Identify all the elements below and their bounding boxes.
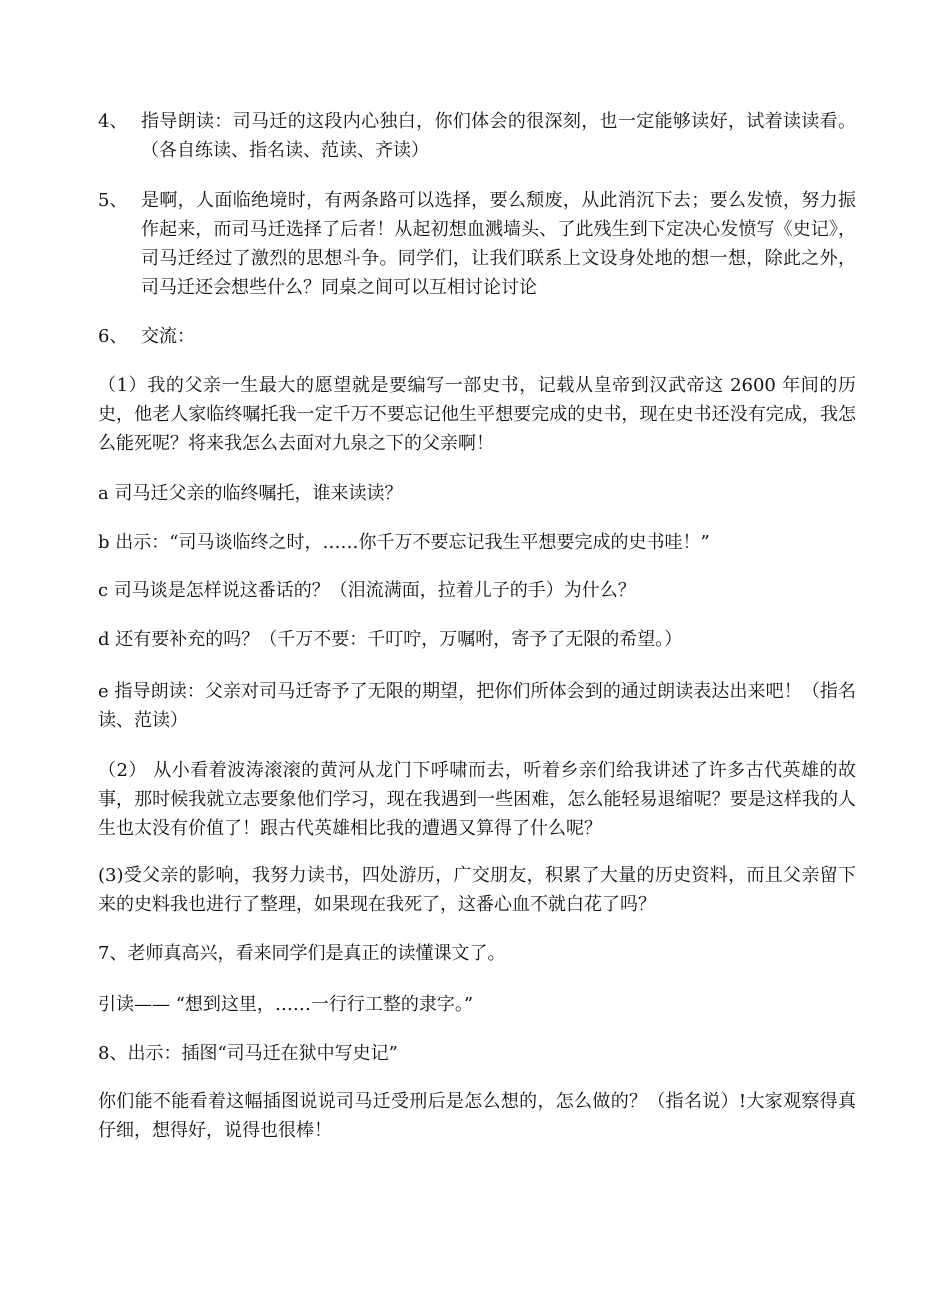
paragraph-3: (3)受父亲的影响，我努力读书，四处游历，广交朋友，积累了大量的历史资料，而且父亲留下来的史料我也进行了整理，如果现在我死了，这番心血不就白花了吗？ — [98, 865, 856, 915]
list-number: 5、 — [98, 190, 128, 211]
paragraph-read-aloud: 引读—— “想到这里，……一行行工整的隶字。” — [98, 994, 474, 1015]
list-number: 6、 — [98, 326, 128, 347]
list-text: 指导朗读：司马迁的这段内心独白，你们体会的很深刻，也一定能够读好，试着读读看。（各自练读、指名读、范读、齐读） — [141, 111, 856, 161]
paragraph-7: 7、老师真高兴，看来同学们是真正的读懂课文了。 — [98, 943, 506, 964]
list-number: 4、 — [98, 111, 128, 132]
paragraph-1: （1）我的父亲一生最大的愿望就是要编写一部史书，记载从皇帝到汉武帝这 2600 年间的历史，他老人家临终嘱托我一定千万不要忘记他生平想要完成的史书，现在史书还没有完成，我怎么能死呢？将来我怎么去面对九泉之下的父亲啊！ — [98, 375, 856, 454]
paragraph-e: e 指导朗读：父亲对司马迁寄予了无限的期望，把你们所体会到的通过朗读表达出来吧！（指名读、范读） — [98, 681, 856, 731]
paragraph-8: 8、出示：插图“司马迁在狱中写史记” — [98, 1043, 398, 1064]
paragraph-c: c 司马谈是怎样说这番话的？（泪流满面，拉着儿子的手）为什么？ — [98, 580, 636, 601]
paragraph-closing: 你们能不能看着这幅插图说说司马迁受刑后是怎么想的，怎么做的？（指名说）!大家观察得真仔细，想得好，说得也很棒！ — [98, 1091, 856, 1141]
list-text: 是啊，人面临绝境时，有两条路可以选择，要么颓废，从此消沉下去；要么发愤，努力振作起来，而司马迁选择了后者！从起初想血溅墙头、了此残生到下定决心发愤写《史记》，司马迁经过了激烈的思想斗争。同学们，让我们联系上文设身处地的想一想，除此之外，司马迁还会想些什么？同桌之间可以互相讨论讨论 — [141, 190, 856, 298]
paragraph-a: a 司马迁父亲的临终嘱托，谁来读读？ — [98, 483, 403, 504]
list-text: 交流： — [141, 326, 195, 347]
paragraph-2: （2） 从小看着波涛滚滚的黄河从龙门下呼啸而去，听着乡亲们给我讲述了许多古代英雄的故事，那时候我就立志要象他们学习，现在我遇到一些困难，怎么能轻易退缩呢？要是这样我的人生也太没有价值了！跟古代英雄相比我的遭遇又算得了什么呢？ — [98, 760, 856, 839]
paragraph-d: d 还有要补充的吗？（千万不要：千叮咛，万嘱咐，寄予了无限的希望。） — [98, 629, 683, 650]
paragraph-b: b 出示：“司马谈临终之时，……你千万不要忘记我生平想要完成的史书哇！” — [98, 532, 710, 553]
